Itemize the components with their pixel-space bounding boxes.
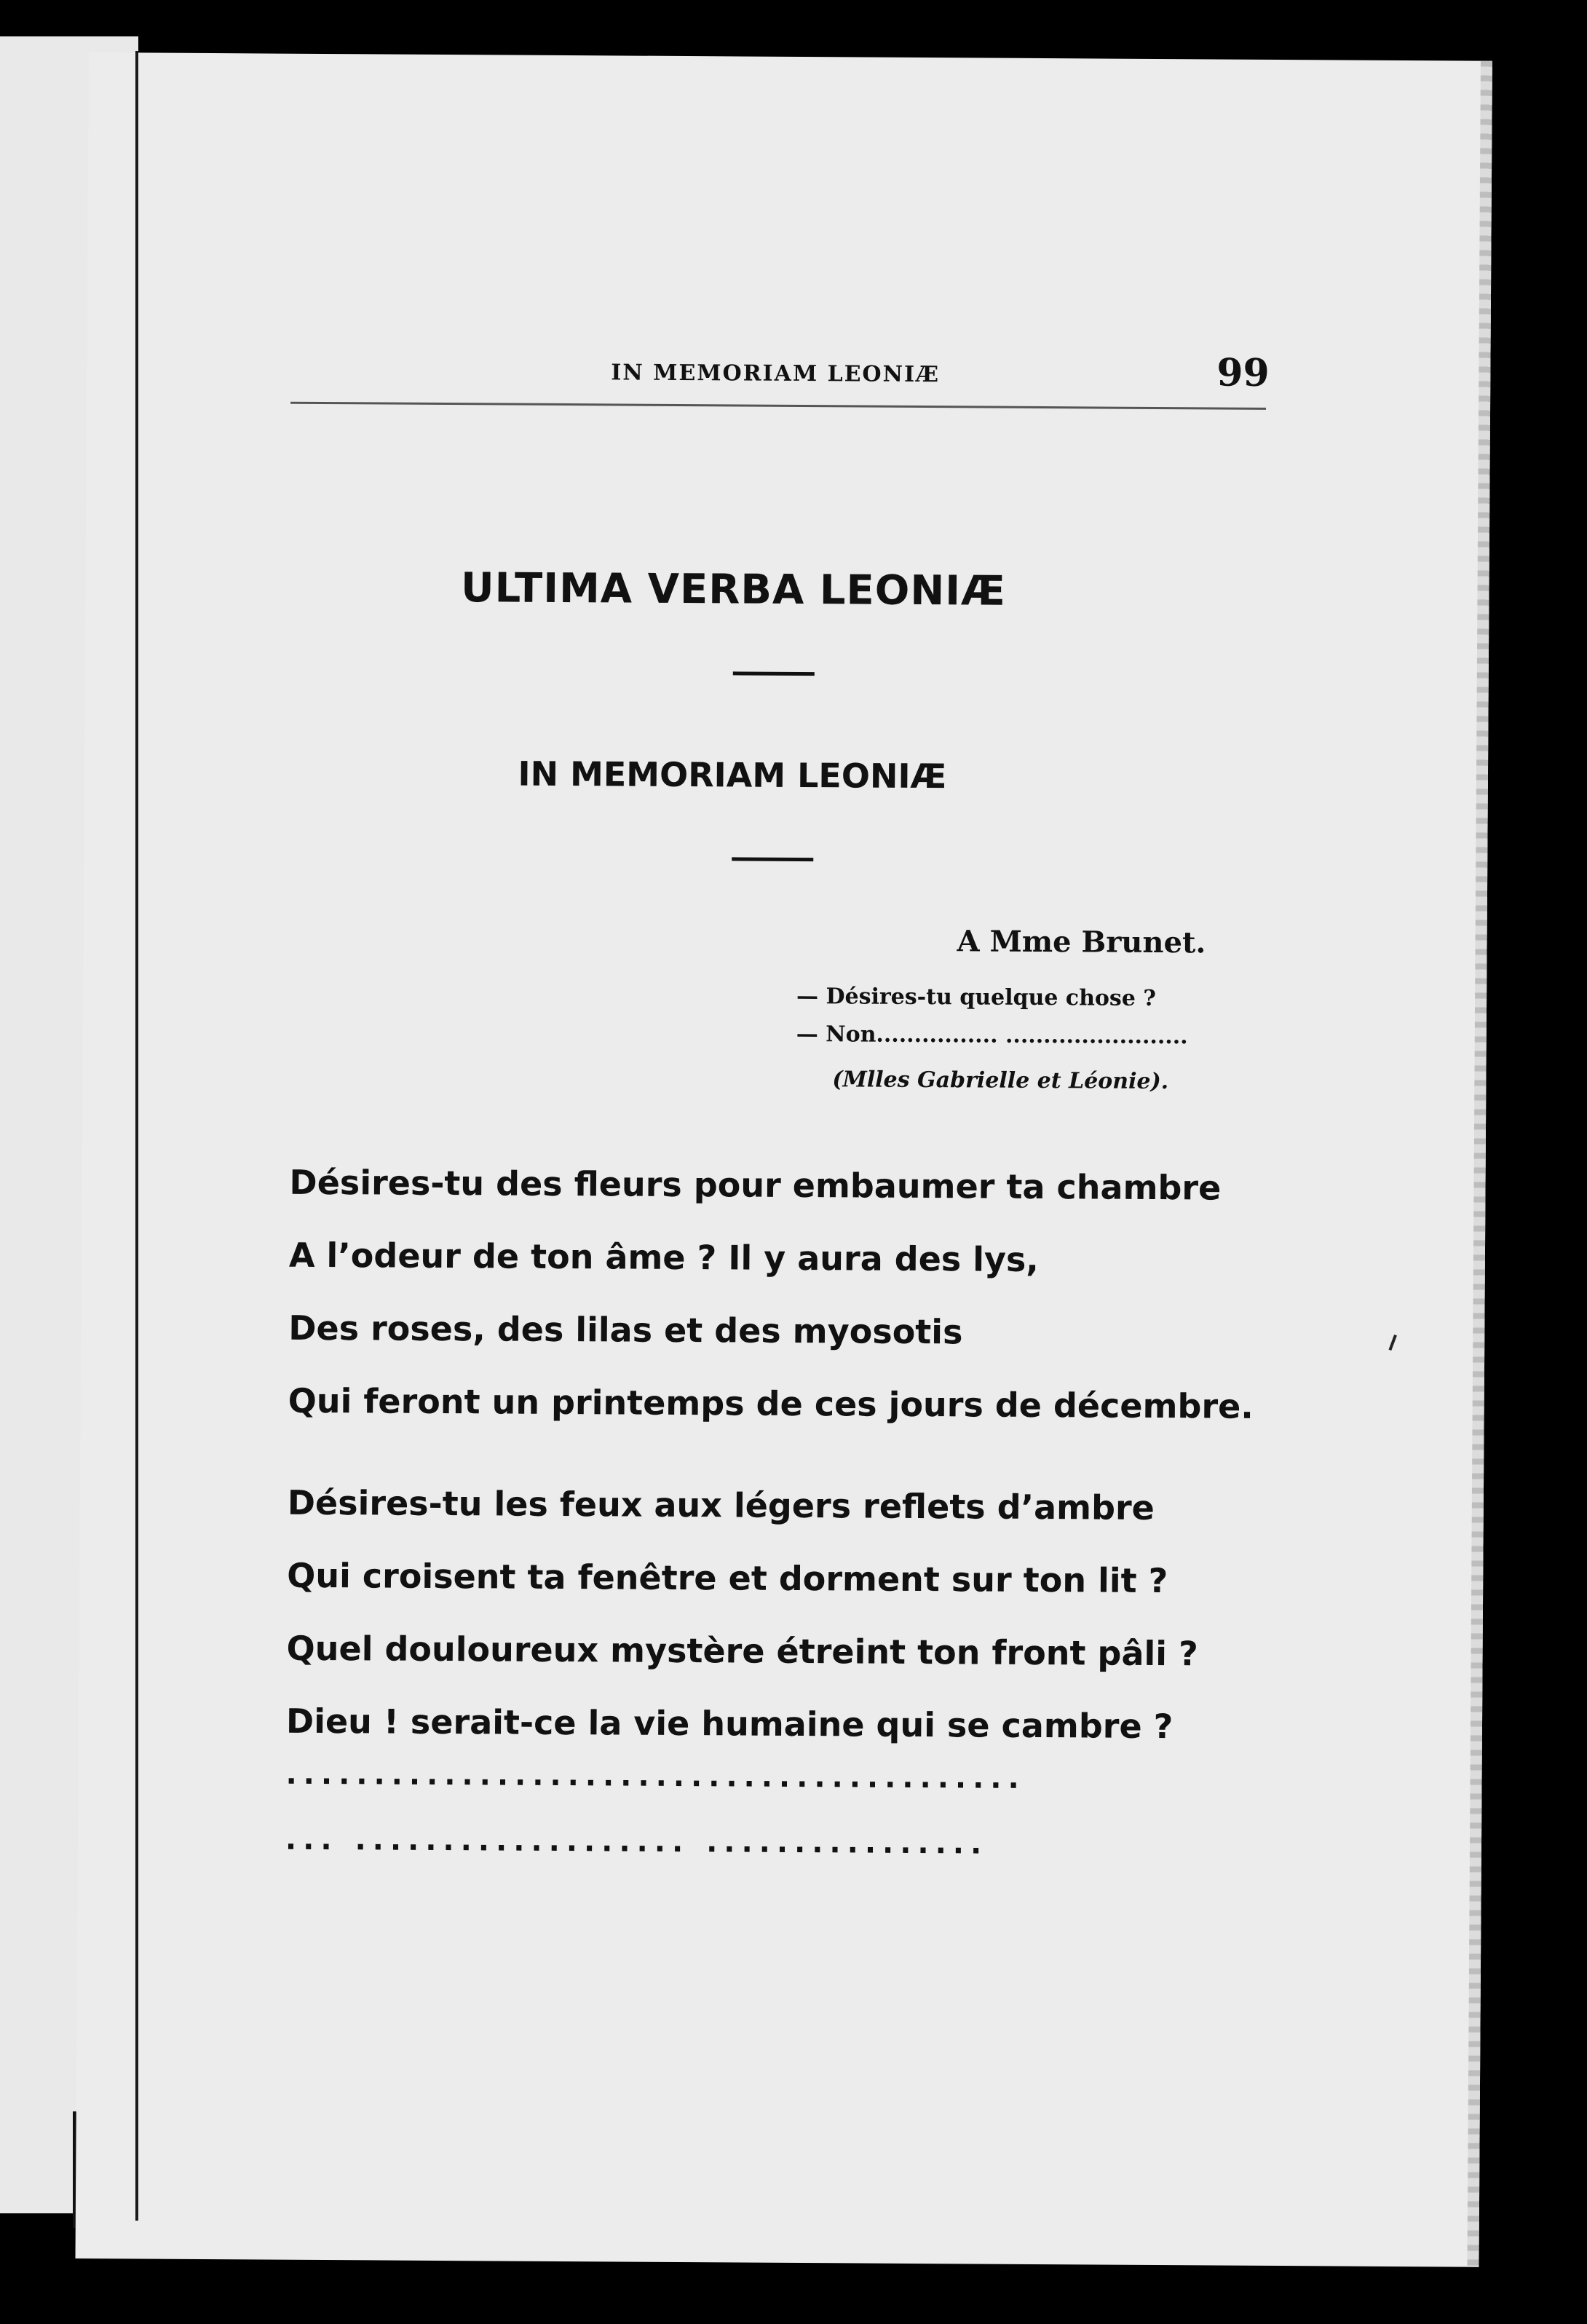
stanza-1: [288, 1146, 1255, 1443]
book-page: [75, 52, 1492, 2267]
poem-subtitle: IN MEMORIAM LEONIÆ: [518, 754, 947, 797]
running-head-title: IN MEMORIAM LEONIÆ: [611, 360, 941, 388]
ellipsis-line: ..........................................: [285, 1757, 1026, 1795]
scan-speck: [1389, 1335, 1397, 1351]
verse-line: Désires-tu les feux aux légers reflets d’ambre: [287, 1482, 1155, 1527]
verse-line: Qui feront un printemps de ces jours de décembre.: [288, 1380, 1254, 1426]
verse-line: A l’odeur de ton âme ? Il y aura des lys,: [288, 1235, 1040, 1280]
epigraph-line: — Désires-tu quelque chose ?: [796, 983, 1157, 1011]
verse-line: Dieu ! serait-ce la vie humaine qui se cambre ?: [285, 1701, 1174, 1747]
subtitle-divider: [732, 857, 813, 861]
running-head: [87, 344, 1490, 411]
verse-line: Désires-tu des fleurs pour embaumer ta chambre: [289, 1162, 1222, 1208]
verse-line: Quel douloureux mystère étreint ton front pâli ?: [286, 1628, 1198, 1674]
title-divider: [733, 671, 815, 676]
epigraph-source: (Mlles Gabrielle et Léonie).: [832, 1067, 1169, 1095]
page-number: 99: [1216, 350, 1270, 395]
verse-line: Des roses, des lilas et des myosotis: [288, 1308, 963, 1352]
poem-title: ULTIMA VERBA LEONIÆ: [460, 564, 1007, 615]
verse-line: Qui croisent ta fenêtre et dorment sur ton lit ?: [287, 1555, 1168, 1601]
gutter-line: [135, 51, 138, 2221]
epigraph-line: — Non................ ........................: [796, 1021, 1188, 1050]
stanza-2: [286, 1466, 1200, 1763]
ellipsis-line: ... ................... ................: [285, 1822, 989, 1861]
epigraph: [796, 978, 1189, 1056]
dedication: A Mme Brunet.: [957, 924, 1206, 960]
